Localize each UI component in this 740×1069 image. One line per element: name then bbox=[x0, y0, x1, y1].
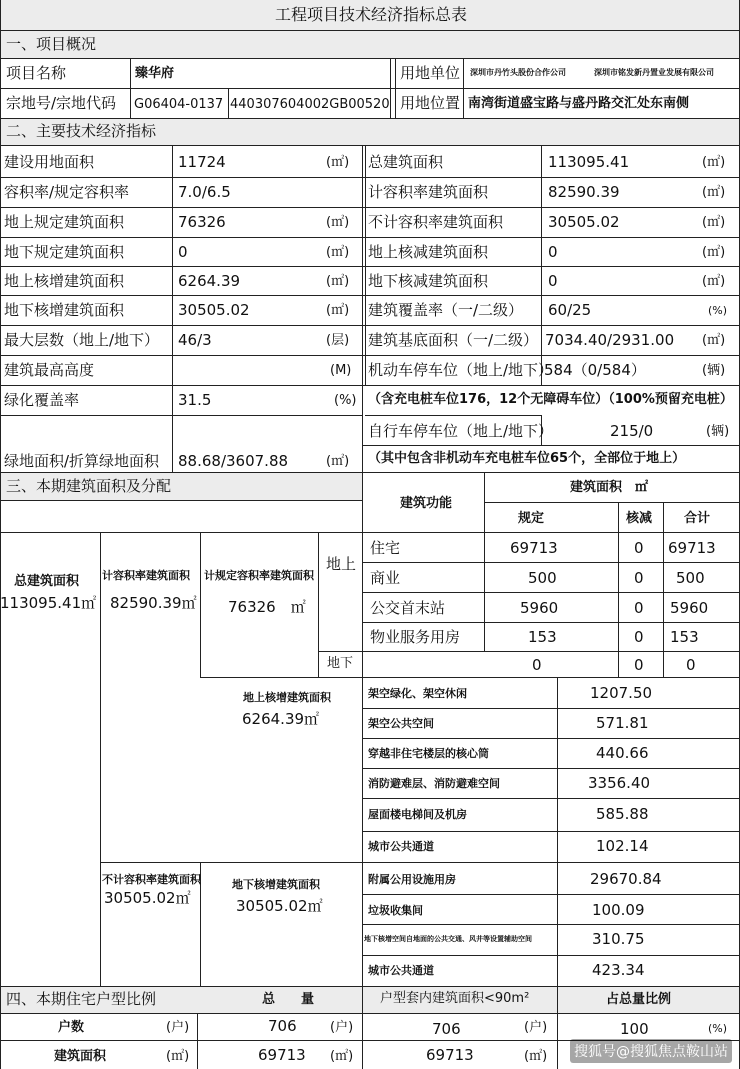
use-plan: 500 bbox=[528, 569, 557, 587]
rule bbox=[618, 502, 619, 677]
households-ratio: 100 bbox=[620, 1020, 649, 1038]
rule bbox=[557, 986, 558, 1069]
indicator-unit: (㎡) bbox=[702, 274, 726, 289]
parcel-code: 440307604002GB00520 bbox=[230, 97, 390, 112]
sec1-heading: 一、项目概况 bbox=[6, 35, 97, 53]
use-reduce: 0 bbox=[634, 569, 644, 587]
added-item-value: 423.34 bbox=[592, 961, 645, 979]
rule bbox=[390, 58, 391, 118]
rule bbox=[362, 831, 740, 832]
rule bbox=[0, 30, 740, 31]
added-item-value: 100.09 bbox=[592, 901, 645, 919]
added-item-value: 3356.40 bbox=[588, 774, 651, 792]
parking-note: （含充电桩车位176，12个无障碍车位）（100%预留充电桩） bbox=[368, 392, 733, 407]
floor-area-label: 建筑面积 bbox=[54, 1049, 107, 1064]
rule bbox=[362, 562, 740, 563]
col-plan-header: 规定 bbox=[518, 511, 545, 526]
use-plan: 69713 bbox=[510, 539, 558, 557]
rule bbox=[197, 1013, 198, 1069]
indicator-label: 地上核减建筑面积 bbox=[368, 243, 489, 261]
indicator-unit: (㎡) bbox=[326, 303, 350, 318]
rule bbox=[318, 651, 740, 652]
rule bbox=[0, 472, 740, 473]
rule bbox=[0, 88, 740, 89]
added-item-value: 1207.50 bbox=[590, 684, 653, 702]
indicator-label: 不计容积率建筑面积 bbox=[368, 213, 504, 231]
indicator-value: 88.68/3607.88 bbox=[178, 452, 289, 470]
rule bbox=[362, 955, 740, 956]
watermark: 搜狐号@搜狐焦点鞍山站 bbox=[570, 1039, 732, 1063]
unit-cell: (㎡) bbox=[166, 1049, 190, 1064]
unit-cell: (户) bbox=[524, 1020, 548, 1035]
added-item-name: 架空公共空间 bbox=[368, 717, 434, 730]
above-added-value: 6264.39㎡ bbox=[242, 710, 320, 728]
unit-cell: (㎡) bbox=[330, 1049, 354, 1064]
indicator-unit: (㎡) bbox=[326, 245, 350, 260]
unit-cell: (%) bbox=[708, 1022, 728, 1035]
use-total: 500 bbox=[676, 569, 705, 587]
floor-area-small: 69713 bbox=[426, 1046, 474, 1064]
total-area-label: 总建筑面积 bbox=[14, 574, 80, 589]
above-ground-label: 地上 bbox=[326, 555, 357, 573]
indicator-unit: (㎡) bbox=[702, 245, 726, 260]
page-title: 工程项目技术经济指标总表 bbox=[275, 5, 468, 24]
rule bbox=[0, 145, 740, 146]
added-item-name: 屋面楼电梯间及机房 bbox=[368, 808, 467, 821]
use-total: 69713 bbox=[668, 539, 716, 557]
total-qty-header: 总 量 bbox=[262, 992, 315, 1007]
added-item-value: 102.14 bbox=[596, 837, 649, 855]
indicator-label: 建筑基底面积（一/二级） bbox=[368, 331, 539, 349]
rule bbox=[557, 677, 558, 986]
rule bbox=[0, 532, 740, 533]
indicator-unit: (M) bbox=[330, 363, 352, 378]
households-small: 706 bbox=[432, 1020, 461, 1038]
regulated-area-value: 76326 ㎡ bbox=[228, 598, 306, 616]
frame-left bbox=[0, 0, 1, 1069]
indicator-label: 绿地面积/折算绿地面积 bbox=[4, 452, 160, 470]
rule bbox=[200, 532, 201, 677]
added-item-name: 城市公共通道 bbox=[368, 964, 434, 977]
rule bbox=[0, 1013, 740, 1014]
bike-parking-label: 自行车停车位（地上/地下） bbox=[368, 422, 554, 440]
rule bbox=[0, 118, 740, 119]
non-far-area-label: 不计容积率建筑面积 bbox=[102, 873, 201, 886]
households-total: 706 bbox=[268, 1017, 297, 1035]
indicator-unit: (%) bbox=[334, 393, 357, 408]
use-name: 商业 bbox=[370, 569, 401, 587]
rule bbox=[0, 415, 362, 416]
rule bbox=[130, 58, 131, 118]
rule bbox=[318, 532, 319, 677]
below-added-value: 30505.02㎡ bbox=[236, 897, 323, 915]
rule bbox=[365, 145, 366, 385]
below-added-label: 地下核增建筑面积 bbox=[232, 878, 320, 891]
rule bbox=[0, 986, 740, 987]
rule bbox=[362, 798, 740, 799]
indicator-unit: (层) bbox=[326, 333, 350, 348]
area-header: 建筑面积 ㎡ bbox=[570, 480, 649, 495]
indicator-value: 76326 bbox=[178, 213, 226, 231]
rule bbox=[172, 145, 173, 472]
added-item-value: 29670.84 bbox=[590, 870, 662, 888]
use-plan: 5960 bbox=[520, 599, 559, 617]
above-added-label: 地上核增建筑面积 bbox=[243, 691, 331, 704]
rule bbox=[463, 58, 464, 118]
rule bbox=[0, 355, 740, 356]
added-item-name: 城市公共通道 bbox=[368, 840, 434, 853]
added-item-value: 585.88 bbox=[596, 805, 649, 823]
rule bbox=[0, 385, 740, 386]
sec3-heading: 三、本期建筑面积及分配 bbox=[6, 477, 172, 495]
rule bbox=[0, 266, 740, 267]
indicator-unit: (㎡) bbox=[326, 155, 350, 170]
ratio-header: 占总量比例 bbox=[606, 992, 672, 1007]
indicator-label: 地下核增建筑面积 bbox=[4, 301, 125, 319]
indicator-unit: (㎡) bbox=[326, 454, 350, 469]
indicator-unit: (㎡) bbox=[702, 185, 726, 200]
rule bbox=[484, 502, 740, 503]
added-item-name: 附属公用设施用房 bbox=[368, 873, 456, 886]
indicator-value: 7034.40/2931.00 bbox=[545, 331, 675, 349]
indicator-unit: (㎡) bbox=[702, 155, 726, 170]
rule bbox=[362, 986, 363, 1069]
rule bbox=[362, 768, 740, 769]
added-item-name: 垃圾收集间 bbox=[368, 904, 423, 917]
rule bbox=[484, 472, 485, 652]
indicator-value: 7.0/6.5 bbox=[178, 183, 231, 201]
indicator-label: 建筑覆盖率（一/二级） bbox=[368, 301, 524, 319]
use-name: 公交首末站 bbox=[370, 599, 446, 617]
rule bbox=[395, 58, 396, 118]
rule bbox=[0, 500, 362, 501]
indicator-label: 建设用地面积 bbox=[4, 153, 95, 171]
rule bbox=[0, 325, 740, 326]
far-area-value: 82590.39㎡ bbox=[110, 594, 197, 612]
rule bbox=[100, 532, 101, 986]
bike-parking-value: 215/0 bbox=[610, 422, 654, 440]
land-location-label: 用地位置 bbox=[400, 94, 461, 112]
below-ground-label: 地下 bbox=[327, 656, 354, 671]
use-total: 153 bbox=[670, 628, 699, 646]
use-name: 物业服务用房 bbox=[370, 628, 461, 646]
indicator-value: 0 bbox=[178, 243, 188, 261]
unit-cell: (㎡) bbox=[524, 1049, 548, 1064]
project-name-value: 臻华府 bbox=[135, 66, 175, 81]
regulated-area-label: 计规定容积率建筑面积 bbox=[204, 569, 314, 582]
rule bbox=[362, 738, 740, 739]
land-unit-value-2: 深圳市铭发新丹置业发展有限公司 bbox=[594, 68, 714, 77]
indicator-unit: (㎡) bbox=[326, 215, 350, 230]
added-item-name: 消防避难层、消防避难空间 bbox=[368, 777, 500, 790]
indicator-value: 82590.39 bbox=[548, 183, 620, 201]
rule bbox=[0, 237, 740, 238]
rule bbox=[0, 295, 740, 296]
sec4-heading: 四、本期住宅户型比例 bbox=[6, 990, 157, 1008]
added-item-value: 571.81 bbox=[596, 714, 649, 732]
use-name: 住宅 bbox=[370, 539, 401, 557]
rule bbox=[362, 145, 363, 472]
indicator-label: 总建筑面积 bbox=[368, 153, 444, 171]
added-item-value: 440.66 bbox=[596, 744, 649, 762]
parcel-number: G06404-0137 bbox=[134, 97, 224, 112]
below-plan: 0 bbox=[532, 656, 542, 674]
indicator-value: 113095.41 bbox=[548, 153, 630, 171]
small-unit-header: 户型套内建筑面积<90m² bbox=[380, 991, 530, 1006]
rule bbox=[362, 445, 740, 446]
added-item-name: 架空绿化、架空休闲 bbox=[368, 687, 467, 700]
rule bbox=[541, 145, 542, 385]
added-item-name: 地下核增空间自地面的公共交通、风井等设置辅助空间 bbox=[364, 935, 532, 943]
indicator-value: 30505.02 bbox=[548, 213, 620, 231]
use-reduce: 0 bbox=[634, 628, 644, 646]
unit-cell: (户) bbox=[330, 1020, 354, 1035]
below-total: 0 bbox=[686, 656, 696, 674]
indicator-label: 建筑最高高度 bbox=[4, 361, 95, 379]
rule bbox=[0, 58, 740, 59]
indicator-label: 地上核增建筑面积 bbox=[4, 272, 125, 290]
rule bbox=[100, 862, 740, 863]
rule bbox=[663, 502, 664, 677]
indicator-value: 584（0/584） bbox=[544, 361, 646, 379]
indicator-label: 机动车停车位（地上/地下） bbox=[368, 361, 554, 379]
far-area-label: 计容积率建筑面积 bbox=[102, 569, 190, 582]
use-reduce: 0 bbox=[634, 539, 644, 557]
indicator-label: 容积率/规定容积率 bbox=[4, 183, 130, 201]
rule bbox=[0, 207, 740, 208]
sec2-heading: 二、主要技术经济指标 bbox=[6, 122, 157, 140]
rule bbox=[365, 415, 541, 416]
parcel-label: 宗地号/宗地代码 bbox=[6, 94, 117, 112]
sec1-band bbox=[0, 30, 740, 58]
indicator-value: 6264.39 bbox=[178, 272, 241, 290]
floor-area-total: 69713 bbox=[258, 1046, 306, 1064]
indicator-label: 计容积率建筑面积 bbox=[368, 183, 489, 201]
added-item-name: 穿越非住宅楼层的核心筒 bbox=[368, 747, 489, 760]
rule bbox=[200, 677, 740, 678]
rule bbox=[362, 622, 740, 623]
indicator-value: 11724 bbox=[178, 153, 226, 171]
unit-cell: (户) bbox=[166, 1020, 190, 1035]
bike-parking-note: （其中包含非机动车充电桩车位65个，全部位于地上） bbox=[368, 451, 686, 466]
indicator-value: 30505.02 bbox=[178, 301, 250, 319]
indicator-label: 地下规定建筑面积 bbox=[4, 243, 125, 261]
indicator-value: 0 bbox=[548, 243, 558, 261]
col-reduce-header: 核减 bbox=[626, 511, 653, 526]
use-total: 5960 bbox=[670, 599, 709, 617]
indicator-value: 60/25 bbox=[548, 301, 592, 319]
indicator-label: 最大层数（地上/地下） bbox=[4, 331, 160, 349]
indicator-unit: (%) bbox=[708, 304, 728, 317]
bike-parking-unit: (辆) bbox=[706, 424, 730, 439]
total-area-value: 113095.41㎡ bbox=[0, 594, 97, 612]
indicator-label: 地上规定建筑面积 bbox=[4, 213, 125, 231]
indicator-unit: (㎡) bbox=[702, 333, 726, 348]
rule bbox=[228, 88, 229, 118]
indicator-value: 46/3 bbox=[178, 331, 212, 349]
non-far-area-value: 30505.02㎡ bbox=[104, 889, 191, 907]
indicator-unit: (㎡) bbox=[326, 274, 350, 289]
indicator-unit: (辆) bbox=[702, 363, 726, 378]
land-unit-label: 用地单位 bbox=[400, 64, 461, 82]
use-reduce: 0 bbox=[634, 599, 644, 617]
col-total-header: 合计 bbox=[684, 511, 711, 526]
indicator-label: 绿化覆盖率 bbox=[4, 391, 80, 409]
indicator-value: 31.5 bbox=[178, 391, 212, 409]
rule bbox=[0, 177, 740, 178]
rule bbox=[362, 708, 740, 709]
indicator-label: 地下核减建筑面积 bbox=[368, 272, 489, 290]
land-unit-value-1: 深圳市丹竹头股份合作公司 bbox=[470, 68, 566, 77]
land-location-value: 南湾街道盛宝路与盛丹路交汇处东南侧 bbox=[468, 96, 690, 111]
added-item-value: 310.75 bbox=[592, 930, 645, 948]
households-label: 户数 bbox=[58, 1020, 85, 1035]
indicator-unit: (㎡) bbox=[702, 215, 726, 230]
indicator-value: 0 bbox=[548, 272, 558, 290]
rule bbox=[362, 472, 363, 986]
rule bbox=[362, 592, 740, 593]
rule bbox=[362, 894, 740, 895]
rule bbox=[362, 924, 740, 925]
below-reduce: 0 bbox=[634, 656, 644, 674]
function-header: 建筑功能 bbox=[400, 496, 453, 511]
use-plan: 153 bbox=[528, 628, 557, 646]
project-name-label: 项目名称 bbox=[6, 64, 67, 82]
